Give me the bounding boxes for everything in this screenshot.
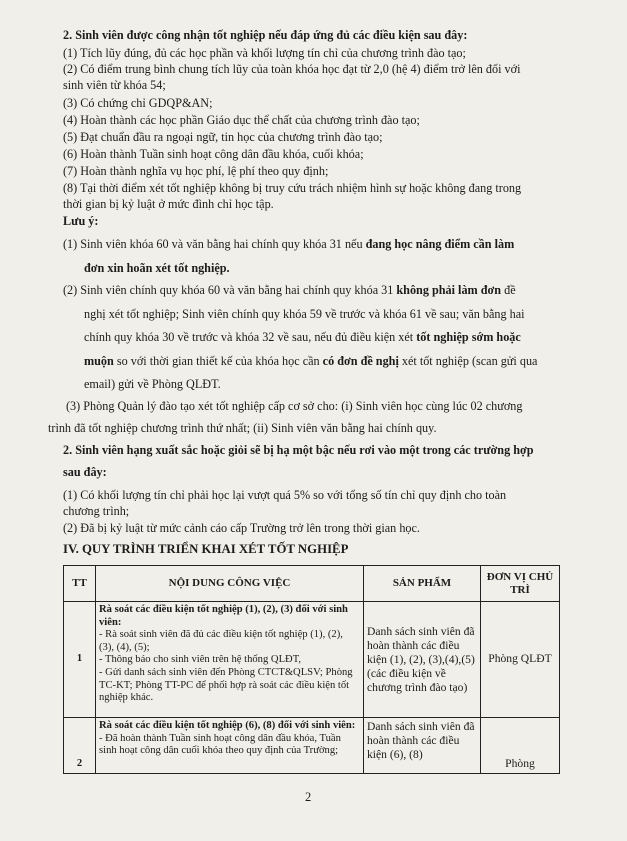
header-content: NỘI DUNG CÔNG VIỆC <box>96 566 364 602</box>
row-line: - Đã hoàn thành Tuần sinh hoạt công dân đầu khóa, Tuần sinh hoạt công dân cuối khóa theo quy định của Trường; <box>99 732 341 757</box>
row-content <box>96 718 364 774</box>
section-heading: 2. Sinh viên được công nhận tốt nghiệp nếu đáp ứng đủ các điều kiện sau đây: <box>63 28 468 42</box>
condition-item: (4) Hoàn thành các học phần Giáo dục thể chất của chương trình đào tạo; <box>63 113 420 127</box>
note-2-line-1 <box>63 283 516 297</box>
row-product: Danh sách sinh viên đã hoàn thành các điều kiện (1), (2), (3),(4),(5) (các điều kiện về chương trình đào tạo) <box>364 602 481 718</box>
note-bold-text: không phải làm đơn <box>396 283 502 297</box>
note-bold-text: đang học nâng điểm cần làm <box>365 237 515 251</box>
header-unit: ĐƠN VỊ CHỦ TRÌ <box>481 566 560 602</box>
row-line: - Gửi danh sách sinh viên đến Phòng CTCT&QLSV; Phòng TC-KT; Phòng TT-PC để phối hợp rà soát các điều kiện tốt nghiệp khác. <box>99 666 353 704</box>
note-2-line-4 <box>84 354 537 368</box>
row-number: 2 <box>64 718 96 774</box>
note-bold-text: tốt nghiệp sớm hoặc <box>416 330 521 344</box>
row-line: - Rà soát sinh viên đã đủ các điều kiện tốt nghiệp (1), (2), (3), (4), (5); <box>99 629 343 653</box>
note-2-line-3 <box>84 330 521 344</box>
row-title: Rà soát các điều kiện tốt nghiệp (1), (2), (3) đối với sinh viên: <box>99 604 348 628</box>
note-text: (1) Sinh viên khóa 60 và văn bằng hai chính quy khóa 31 nếu <box>63 237 366 251</box>
note-2-line-5: email) gửi về Phòng QLĐT. <box>84 377 221 391</box>
section-heading-cont: sau đây: <box>63 465 107 479</box>
condition-item: (6) Hoàn thành Tuần sinh hoạt công dân đầu khóa, cuối khóa; <box>63 147 364 161</box>
condition-item: (7) Hoàn thành nghĩa vụ học phí, lệ phí theo quy định; <box>63 164 329 178</box>
note-1-line-1 <box>63 237 514 251</box>
section-4-heading: IV. QUY TRÌNH TRIỂN KHAI XÉT TỐT NGHIỆP <box>63 542 349 556</box>
row-unit: Phòng QLĐT <box>481 602 560 718</box>
note-3-line-1: (3) Phòng Quản lý đào tạo xét tốt nghiệp cấp cơ sở cho: (i) Sinh viên học cùng lúc 02 chương <box>66 399 523 413</box>
note-bold-text: có đơn đề nghị <box>322 354 399 368</box>
row-title: Rà soát các điều kiện tốt nghiệp (6), (8) đối với sinh viên: <box>99 720 356 731</box>
page-number: 2 <box>305 790 312 804</box>
table-row <box>64 602 560 718</box>
row-unit: Phòng <box>481 718 560 774</box>
condition-item: (8) Tại thời điểm xét tốt nghiệp không bị truy cứu trách nhiệm hình sự hoặc không đang trong <box>63 181 522 195</box>
demotion-item: (1) Có khối lượng tín chỉ phải học lại vượt quá 5% so với tổng số tín chỉ quy định cho toàn <box>63 488 507 502</box>
table-row <box>64 718 560 774</box>
note-3-line-2: trình đã tốt nghiệp chương trình thứ nhất; (ii) Sinh viên văn bằng hai chính quy. <box>48 421 437 435</box>
condition-item: thời gian bị kỷ luật ở mức đình chỉ học tập. <box>63 197 274 211</box>
row-line: - Thông báo cho sinh viên trên hệ thống QLĐT, <box>99 654 302 666</box>
condition-item: (1) Tích lũy đúng, đủ các học phần và khối lượng tín chỉ của chương trình đào tạo; <box>63 46 466 60</box>
demotion-item: (2) Đã bị kỷ luật từ mức cảnh cáo cấp Trường trở lên trong thời gian học. <box>63 521 420 535</box>
note-text: đề <box>501 283 516 297</box>
row-product: Danh sách sinh viên đã hoàn thành các điều kiện (6), (8) <box>364 718 481 774</box>
note-2-line-2: nghị xét tốt nghiệp; Sinh viên chính quy khóa 59 về trước và khóa 61 về sau; văn bằng hai <box>84 307 525 321</box>
condition-item: (2) Có điểm trung bình chung tích lũy của toàn khóa học đạt từ 2,0 (hệ 4) điểm trở lên đối với <box>63 62 521 76</box>
condition-item: (3) Có chứng chỉ GDQP&AN; <box>63 96 213 110</box>
note-text: xét tốt nghiệp (scan gửi qua <box>398 354 538 368</box>
section-heading: 2. Sinh viên hạng xuất sắc hoặc giỏi sẽ bị hạ một bậc nếu rơi vào một trong các trường hợp <box>63 443 534 457</box>
note-label: Lưu ý: <box>63 214 99 228</box>
header-tt: TT <box>64 566 96 602</box>
condition-item: (5) Đạt chuẩn đầu ra ngoại ngữ, tin học của chương trình đào tạo; <box>63 130 383 144</box>
table-header-row <box>64 566 560 602</box>
row-number: 1 <box>64 602 96 718</box>
note-text: chính quy khóa 30 về trước và khóa 32 về sau, nếu đủ điều kiện xét <box>84 330 417 344</box>
note-1-line-2: đơn xin hoãn xét tốt nghiệp. <box>84 261 230 275</box>
process-table <box>63 565 560 774</box>
note-text: (2) Sinh viên chính quy khóa 60 và văn bằng hai chính quy khóa 31 <box>63 283 397 297</box>
condition-item: sinh viên từ khóa 54; <box>63 78 166 92</box>
row-content <box>96 602 364 718</box>
note-bold-text: muộn <box>84 354 114 368</box>
header-product: SẢN PHẨM <box>364 566 481 602</box>
demotion-item: chương trình; <box>63 504 130 518</box>
note-text: so với thời gian thiết kế của khóa học cần <box>113 354 323 368</box>
